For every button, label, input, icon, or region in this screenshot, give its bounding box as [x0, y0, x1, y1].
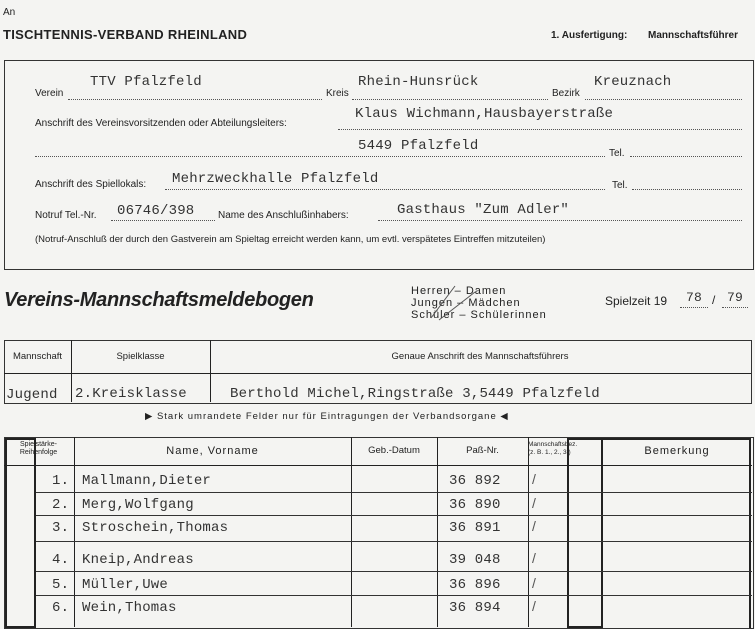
- table-row: [36, 492, 752, 516]
- copy-label: 1. Ausfertigung:: [551, 30, 628, 41]
- chair-line2: 5449 Pfalzfeld: [358, 138, 479, 154]
- venue-label: Anschrift des Spiellokals:: [35, 179, 147, 190]
- col-teamdesig-header: Mannschaftsbez. (z. B. 1., 2., 3.): [528, 441, 578, 456]
- verein-value: TTV Pfalzfeld: [90, 74, 202, 90]
- pass-number: 36 892: [449, 473, 501, 489]
- check-mark-icon: /: [532, 598, 536, 614]
- bezirk-value: Kreuznach: [594, 74, 672, 90]
- federation-name: TISCHTENNIS-VERBAND RHEINLAND: [3, 27, 248, 42]
- category-strike-mark: [425, 282, 485, 322]
- notice: ▶ Stark umrandete Felder nur für Eintragungen der Verbandsorgane ◀: [145, 411, 509, 422]
- chair-line1: Klaus Wichmann,Hausbayerstraße: [355, 106, 614, 122]
- notruf-value: 06746/398: [117, 203, 195, 219]
- player-name: Wein,Thomas: [82, 600, 177, 616]
- row-number: 2.: [52, 497, 70, 513]
- col-dob-header: Geb.-Datum: [368, 445, 420, 456]
- admin-rank-column: [5, 438, 36, 628]
- player-name: Stroschein,Thomas: [82, 520, 229, 536]
- table-row: [36, 541, 752, 572]
- venue-value: Mehrzweckhalle Pfalzfeld: [172, 171, 379, 187]
- player-name: Kneip,Andreas: [82, 552, 194, 568]
- tel-label-2: Tel.: [612, 180, 628, 191]
- row-number: 3.: [52, 520, 70, 536]
- arrow-left-icon: ◀: [500, 411, 509, 422]
- season-separator: /: [712, 293, 716, 307]
- captain-address-value: Berthold Michel,Ringstraße 3,5449 Pfalzfeld: [230, 386, 600, 402]
- row-number: 6.: [52, 600, 70, 616]
- player-name: Mallmann,Dieter: [82, 473, 212, 489]
- kreis-label: Kreis: [326, 88, 349, 99]
- check-mark-icon: /: [532, 495, 536, 511]
- table-row: [36, 595, 752, 621]
- check-mark-icon: /: [532, 518, 536, 534]
- check-mark-icon: /: [532, 471, 536, 487]
- col-rank-header: Spielstärke- Reihenfolge: [19, 441, 58, 456]
- season-year-2: 79: [727, 290, 744, 305]
- col-name-header: Name, Vorname: [166, 445, 259, 457]
- col-address-header: Genaue Anschrift des Mannschaftsführers: [391, 351, 569, 362]
- season-year-1: 78: [686, 290, 703, 305]
- category-line-1: Herren – Damen: [411, 285, 507, 297]
- row-number: 4.: [52, 552, 70, 568]
- category-line-3: Schüler – Schülerinnen: [411, 309, 547, 321]
- player-name: Müller,Uwe: [82, 577, 169, 593]
- notruf-label: Notruf Tel.-Nr.: [35, 210, 97, 221]
- pass-number: 36 894: [449, 600, 501, 616]
- row-number: 5.: [52, 577, 70, 593]
- season-label: Spielzeit 19: [605, 294, 668, 308]
- team-value: Jugend: [6, 387, 58, 403]
- col-class-header: Spielklasse: [116, 351, 165, 362]
- kreis-value: Rhein-Hunsrück: [358, 74, 479, 90]
- category-line-2: Jungen – Mädchen: [411, 297, 521, 309]
- chair-label: Anschrift des Vereinsvorsitzenden oder Abteilungsleiters:: [35, 118, 287, 129]
- col-pass-header: Paß-Nr.: [466, 445, 499, 456]
- notruf-note: (Notruf-Anschluß der durch den Gastverein am Spieltag erreicht werden kann, um evtl. verspätetes Eintreffen mitzuteilen): [35, 234, 546, 245]
- table-row: [36, 571, 752, 596]
- tel-label-1: Tel.: [609, 148, 625, 159]
- bezirk-label: Bezirk: [552, 88, 580, 99]
- col-team-header: Mannschaft: [12, 351, 63, 362]
- verein-label: Verein: [35, 88, 64, 99]
- pass-number: 36 896: [449, 577, 501, 593]
- form-title: Vereins-Mannschaftsmeldebogen: [4, 289, 314, 311]
- owner-label: Name des Anschlußinhabers:: [218, 210, 349, 221]
- copy-recipient: Mannschaftsführer: [648, 30, 739, 41]
- pass-number: 39 048: [449, 552, 501, 568]
- check-mark-icon: /: [532, 575, 536, 591]
- arrow-right-icon: ▶: [145, 411, 154, 422]
- table-row: [36, 515, 752, 542]
- player-name: Merg,Wolfgang: [82, 497, 194, 513]
- pass-number: 36 891: [449, 520, 501, 536]
- to-label: An: [3, 7, 16, 18]
- row-number: 1.: [52, 473, 70, 489]
- pass-number: 36 890: [449, 497, 501, 513]
- check-mark-icon: /: [532, 550, 536, 566]
- table-row: [36, 466, 752, 493]
- owner-value: Gasthaus "Zum Adler": [397, 202, 570, 218]
- col-remark-header: Bemerkung: [644, 445, 710, 457]
- class-value: 2.Kreisklasse: [75, 386, 187, 402]
